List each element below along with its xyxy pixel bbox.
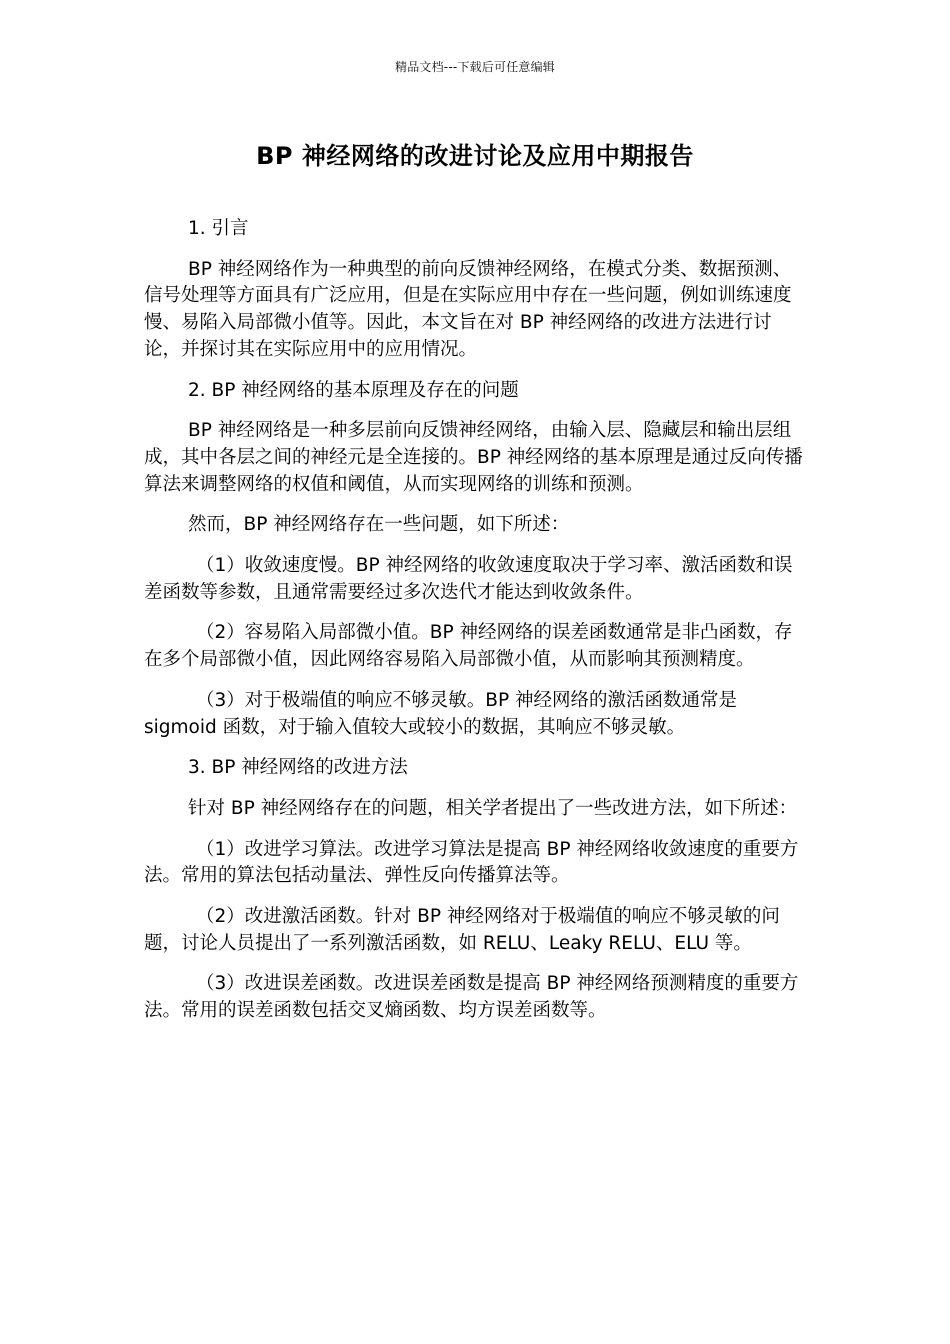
section-heading-intro: 1. 引言 xyxy=(188,218,249,239)
paragraph-problems-intro: 然而，BP 神经网络存在一些问题，如下所述： xyxy=(188,514,570,536)
problem-item-1: （1）收敛速度慢。BP 神经网络的收敛速度取决于学习率、激活函数和误差函数等参数，且通常需要经过多次迭代才能达到收敛条件。 xyxy=(144,555,793,603)
document-title: BP 神经网络的改进讨论及应用中期报告 xyxy=(256,142,694,170)
section-heading-principle: 2. BP 神经网络的基本原理及存在的问题 xyxy=(188,379,519,401)
method-item-3: （3）改进误差函数。改进误差函数是提高 BP 神经网络预测精度的重要方法。常用的误差函数包括交叉熵函数、均方误差函数等。 xyxy=(144,973,799,1022)
method-item-1: （1）改进学习算法。改进学习算法是提高 BP 神经网络收敛速度的重要方法。常用的算法包括动量法、弹性反向传播算法等。 xyxy=(144,838,799,887)
paragraph-principle: BP 神经网络是一种多层前向反馈神经网络，由输入层、隐藏层和输出层组成，其中各层之间的神经元是全连接的。BP 神经网络的基本原理是通过反向传播算法来调整网络的权值和阈值，从而实现网络的训练和预测。 xyxy=(144,420,803,495)
paragraph-intro: BP 神经网络作为一种典型的前向反馈神经网络，在模式分类、数据预测、信号处理等方面具有广泛应用，但是在实际应用中存在一些问题，例如训练速度慢、易陷入局部微小值等。因此，本文旨在对 BP 神经网络的改进方法进行讨论，并探讨其在实际应用中的应用情况。 xyxy=(144,258,792,360)
document-body xyxy=(144,216,806,1039)
problem-item-3: （3）对于极端值的响应不够灵敏。BP 神经网络的激活函数通常是 sigmoid 函数，对于输入值较大或较小的数据，其响应不够灵敏。 xyxy=(144,689,738,738)
method-item-2: （2）改进激活函数。针对 BP 神经网络对于极端值的响应不够灵敏的问题，讨论人员提出了一系列激活函数，如 RELU、Leaky RELU、ELU 等。 xyxy=(144,906,780,954)
problem-item-2: （2）容易陷入局部微小值。BP 神经网络的误差函数通常是非凸函数，存在多个局部微小值，因此网络容易陷入局部微小值，从而影响其预测精度。 xyxy=(144,622,793,671)
section-heading-methods: 3. BP 神经网络的改进方法 xyxy=(188,757,408,779)
header-note: 精品文档---下载后可任意编辑 xyxy=(395,60,555,74)
paragraph-methods-intro: 针对 BP 神经网络存在的问题，相关学者提出了一些改进方法，如下所述： xyxy=(188,797,798,819)
